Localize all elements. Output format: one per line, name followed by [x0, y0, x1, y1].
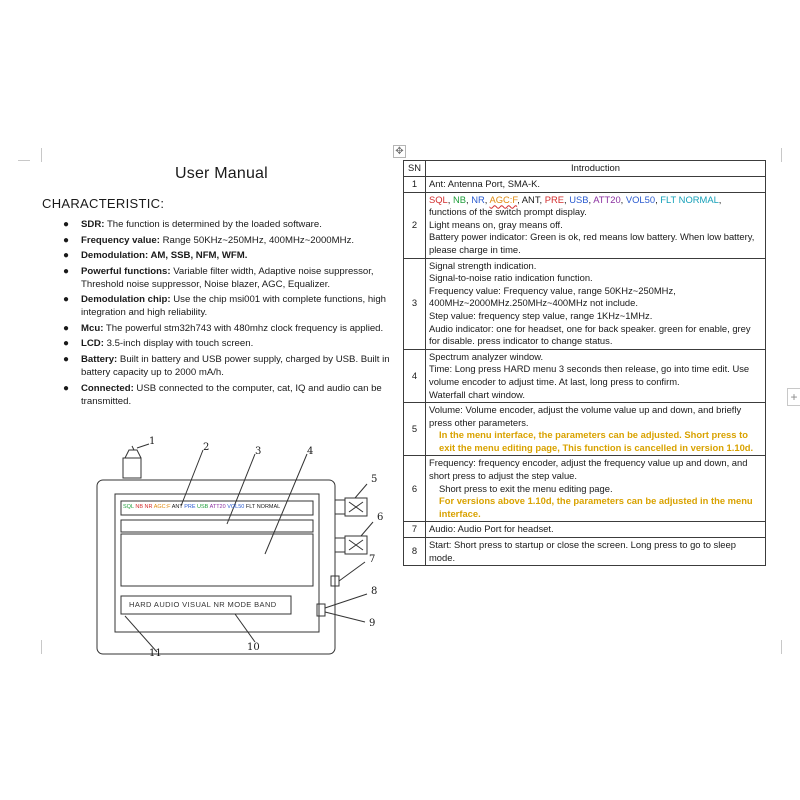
list-item: ● Mcu: The powerful stm32h743 with 480mhz clock frequency is applied.	[63, 322, 384, 334]
bullet-icon: ●	[63, 219, 70, 230]
bullet-icon: ●	[63, 338, 70, 350]
table-move-handle-icon[interactable]: ✥	[393, 145, 406, 158]
device-drawing	[85, 436, 395, 666]
lcd-status-strip: SQL NB NR AGC:F ANT PRE USB ATT20 VOL50 FLT NORMAL	[123, 504, 281, 510]
table-header-row	[404, 161, 766, 177]
callout-7: 7	[369, 554, 376, 565]
introduction-header: Introduction	[426, 161, 766, 177]
version-note: In the menu interface, the parameters can be adjusted. Short press to exit the menu editing page, This function is cancelled in version 1.10d.	[439, 429, 754, 453]
table-row: 8 Start: Short press to startup or close the screen. Long press to go to sleep mode.	[404, 538, 766, 566]
crop-mark	[30, 640, 42, 654]
list-item: ● SDR: The function is determined by the loaded software.	[63, 219, 322, 230]
antenna-port-shape	[123, 458, 141, 478]
callout-6: 6	[377, 512, 384, 523]
table-row: 2 SQL, NB, NR, AGC:F, ANT, PRE, USB, ATT20, VOL50, FLT NORMAL, functions of the switch prompt display. Light means on, gray means off. Battery power indicator: Green is ok, red means low battery. When low battery, please charge in time.	[404, 192, 766, 258]
crop-mark	[30, 148, 42, 162]
callout-10: 10	[247, 642, 260, 653]
table-row: 5 Volume: Volume encoder, adjust the volume value up and down, and briefly press other parameters. In the menu interface, the parameters can be adjusted. Short press to exit the menu editing page, This function is cancelled in version 1.10d.	[404, 403, 766, 456]
callout-9: 9	[369, 618, 376, 629]
bullet-icon: ●	[63, 234, 70, 246]
lcd-button-labels: HARD AUDIO VISUAL NR MODE BAND	[129, 600, 277, 609]
crop-mark	[770, 148, 782, 162]
bullet-icon: ●	[63, 265, 70, 277]
callout-8: 8	[371, 586, 378, 597]
add-column-plus-icon[interactable]: +	[787, 388, 800, 406]
table-row: 4 Spectrum analyzer window. Time: Long press HARD menu 3 seconds then release, go into time edit. Use volume encoder to adjust time. At last, long press to confirm. Waterfall chart window.	[404, 349, 766, 402]
callout-4: 4	[307, 446, 314, 457]
device-diagram	[85, 436, 395, 666]
list-item: ● Frequency value: Range 50KHz~250MHz, 400MHz~2000MHz.	[63, 234, 355, 246]
bullet-icon: ●	[63, 294, 70, 306]
introduction-table	[403, 160, 766, 566]
list-item: ● Connected: USB connected to the computer, cat, IQ and audio can be transmitted.	[63, 382, 382, 407]
crop-mark	[770, 640, 782, 654]
callout-2: 2	[203, 442, 210, 453]
spectrum-window-shape	[121, 534, 313, 586]
characteristic-list	[63, 218, 393, 410]
list-item: ● Demodulation chip: Use the chip msi001 with complete functions, high integration and high reliability.	[63, 294, 386, 319]
table-row: 6 Frequency: frequency encoder, adjust the frequency value up and down, and short press to adjust the step value. Short press to exit the menu editing page. For versions above 1.10d, the parameters can be adjusted in the menu interface.	[404, 456, 766, 522]
bullet-icon: ●	[63, 322, 70, 334]
prompt-indicators: SQL, NB, NR, AGC:F, ANT, PRE, USB, ATT20, VOL50, FLT NORMAL,	[429, 193, 722, 205]
bullet-icon: ●	[63, 353, 70, 365]
table-row: 1 Ant: Antenna Port, SMA-K.	[404, 177, 766, 193]
list-item: ● Battery: Built in battery and USB power supply, charged by USB. Built in battery capacity up to 2000 mA/h.	[63, 353, 390, 379]
sn-header: SN	[404, 161, 426, 177]
callout-1: 1	[149, 436, 156, 447]
page-title: User Manual	[175, 165, 268, 182]
list-item: ● Powerful functions: Variable filter width, Adaptive noise suppressor, Threshold noise suppressor, Noise blazer, AGC, Equalizer.	[63, 265, 374, 290]
callout-11: 11	[149, 648, 162, 659]
callout-3: 3	[255, 446, 262, 457]
table-row: 3 Signal strength indication. Signal-to-noise ratio indication function. Frequency value: Frequency value, range 50KHz~250MHz, 400MHz~2000MHz.250MHz~400MHz not include. Step value: frequency step value, range 1KHz~1MHz. Audio indicator: one for headset, one for back speaker. green for enable, grey for disable. press indicator to change status.	[404, 258, 766, 349]
bullet-icon: ●	[63, 382, 70, 394]
crop-mark	[18, 160, 30, 172]
bullet-icon: ●	[63, 250, 70, 261]
version-note: For versions above 1.10d, the parameters can be adjusted in the menu interface.	[439, 495, 753, 519]
callout-5: 5	[371, 474, 378, 485]
list-item: ● Demodulation: AM, SSB, NFM, WFM.	[63, 250, 248, 261]
list-item: ● LCD: 3.5-inch display with touch screen.	[63, 338, 254, 350]
table-row: 7 Audio: Audio Port for headset.	[404, 522, 766, 538]
characteristic-heading: CHARACTERISTIC:	[42, 196, 165, 211]
